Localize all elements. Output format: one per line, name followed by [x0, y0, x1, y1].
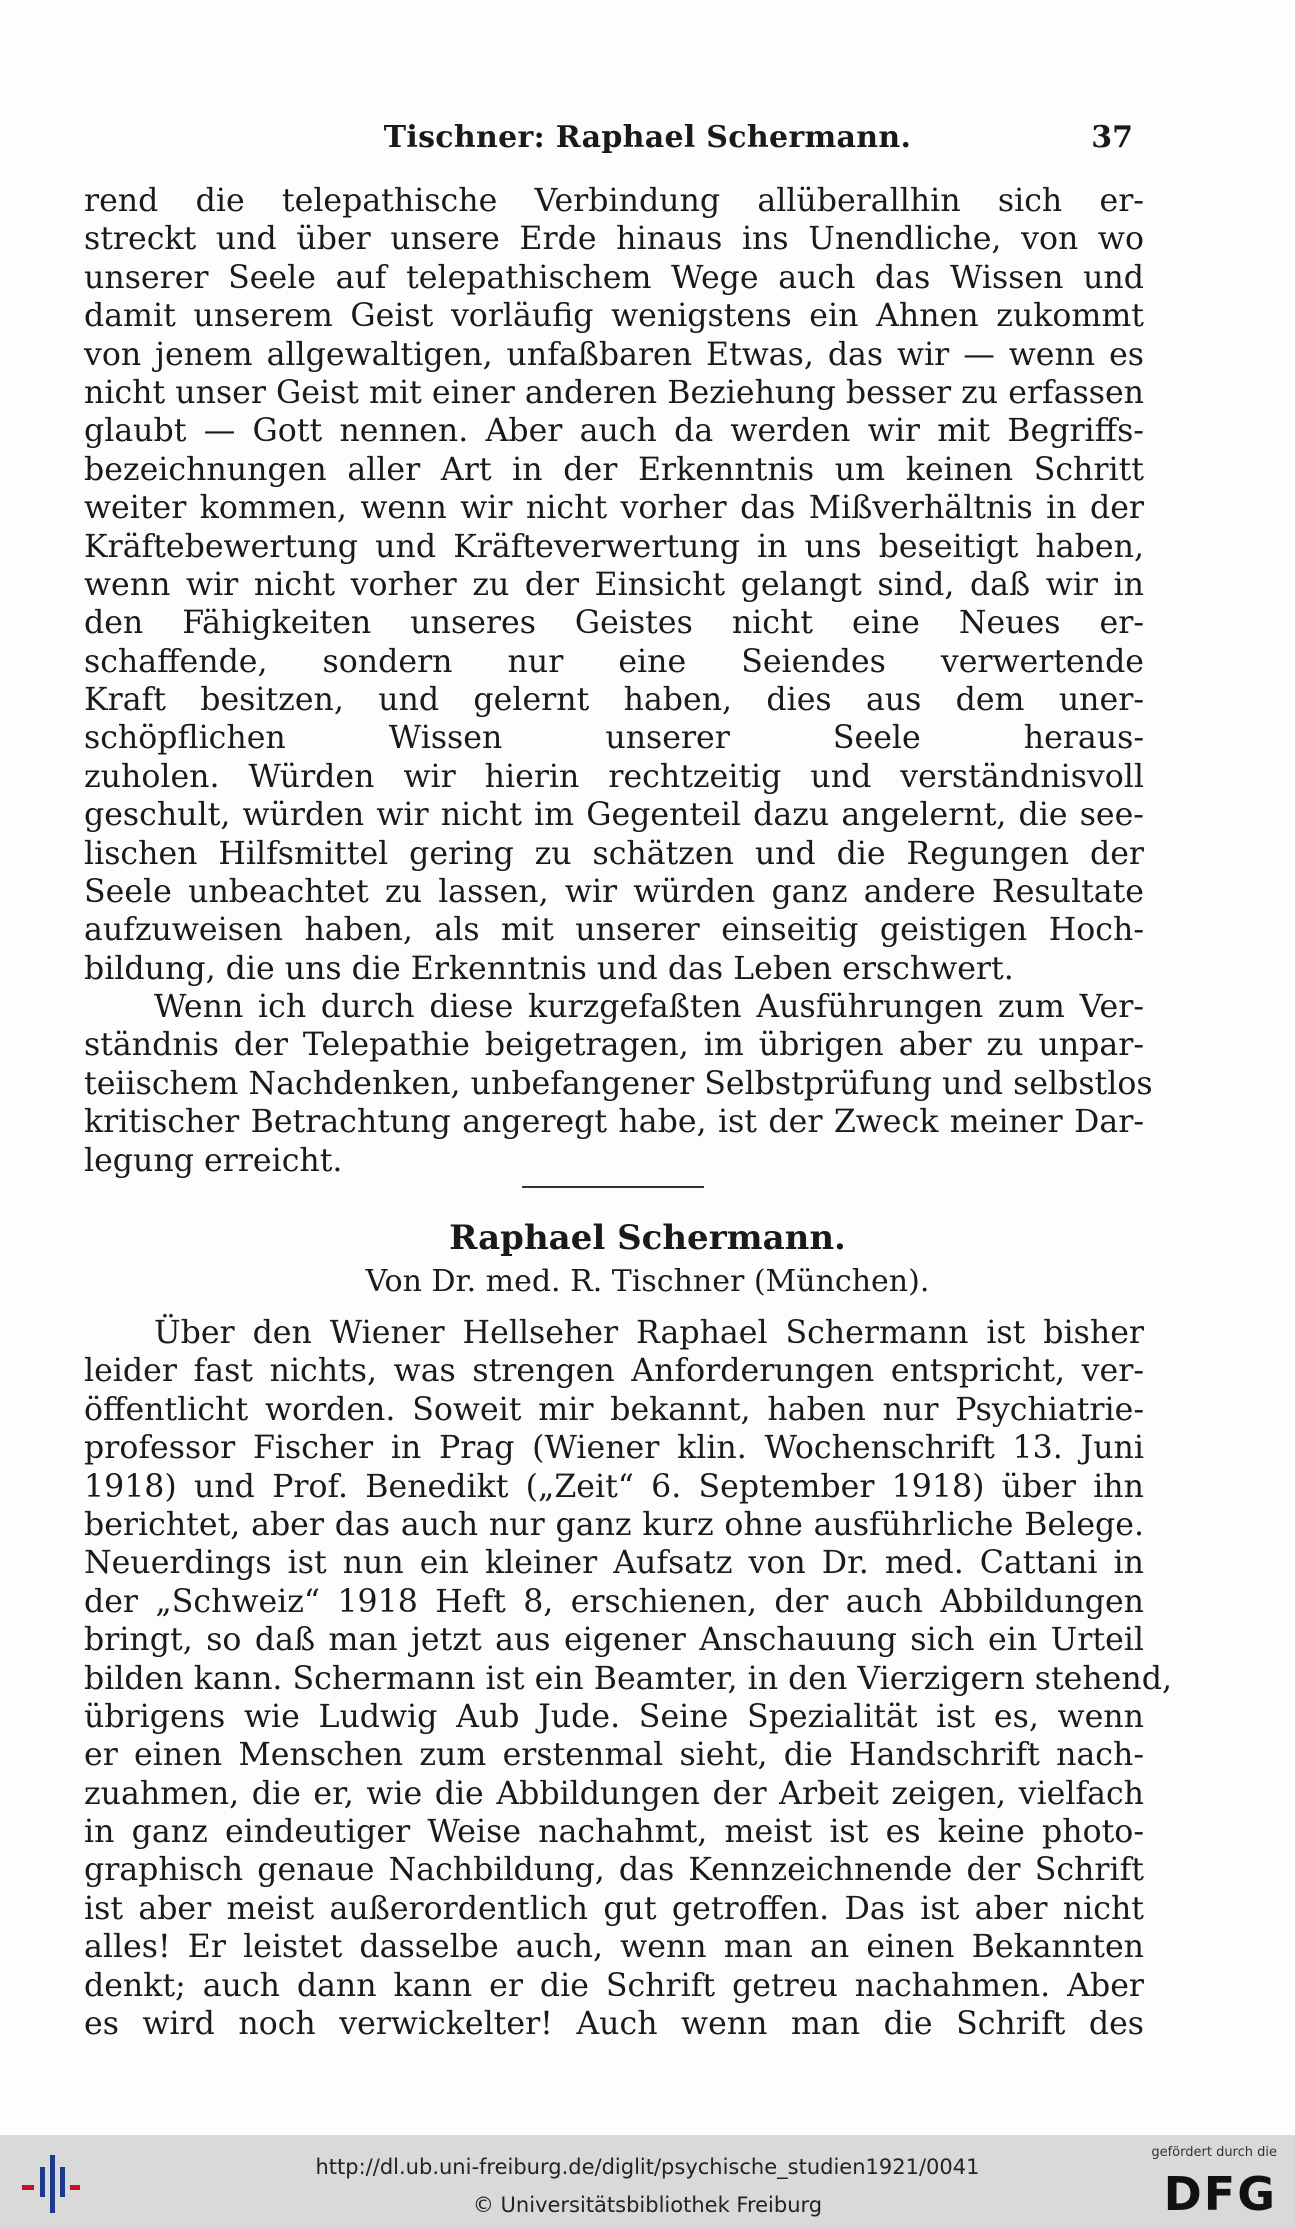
running-head	[0, 120, 1295, 160]
dfg-logo-text: DFG	[1163, 2167, 1277, 2221]
text-line: professor Fischer in Prag (Wiener klin. Wochenschrift 13. Juni	[84, 1430, 1144, 1467]
text-line: weiter kommen, wenn wir nicht vorher das Mißverhältnis in der	[84, 490, 1144, 527]
text-line: schaffende, sondern nur eine Seiendes verwertende	[84, 643, 1144, 680]
text-line: es wird noch verwickelter! Auch wenn man die Schrift des	[84, 2006, 1144, 2043]
text-line: wenn wir nicht vorher zu der Einsicht gelangt sind, daß wir in	[84, 566, 1144, 603]
dfg-logo	[1147, 2145, 1277, 2220]
text-line: von jenem allgewaltigen, unfaßbaren Etwas, das wir — wenn es	[84, 336, 1144, 373]
text-line: leider fast nichts, was strengen Anforderungen entspricht, ver-	[84, 1353, 1144, 1390]
text-line: Wenn ich durch diese kurzgefaßten Ausführungen zum Ver-	[154, 989, 1144, 1025]
text-line: bildung, die uns die Erkenntnis und das Leben erschwert.	[84, 950, 1014, 987]
text-line: ist aber meist außerordentlich gut getroffen. Das ist aber nicht	[84, 1890, 1144, 1927]
text-line: berichtet, aber das auch nur ganz kurz ohne ausführliche Belege.	[84, 1506, 1144, 1543]
text-line: bezeichnungen aller Art in der Erkenntnis um keinen Schritt	[84, 451, 1144, 488]
text-line: lischen Hilfsmittel gering zu schätzen und die Regungen der	[84, 835, 1144, 872]
running-title: Tischner: Raphael Schermann.	[383, 120, 912, 155]
text-line: Seele unbeachtet zu lassen, wir würden ganz andere Resultate	[84, 874, 1144, 911]
text-line: übrigens wie Ludwig Aub Jude. Seine Spezialität ist es, wenn	[84, 1698, 1144, 1735]
permalink-url[interactable]: http://dl.ub.uni-freiburg.de/diglit/psychische_studien1921/0041	[315, 2155, 980, 2179]
text-line: öffentlicht worden. Soweit mir bekannt, haben nur Psychiatrie-	[84, 1391, 1144, 1428]
text-line: der „Schweiz“ 1918 Heft 8, erschienen, der auch Abbildungen	[84, 1583, 1144, 1620]
text-line: rend die telepathische Verbindung allüberallhin sich er-	[84, 183, 1144, 219]
text-line: Kraft besitzen, und gelernt haben, dies aus dem uner-	[84, 682, 1144, 719]
text-line: in ganz eindeutiger Weise nachahmt, meist ist es keine photo-	[84, 1814, 1144, 1851]
copyright-notice: © Universitätsbibliothek Freiburg	[472, 2193, 823, 2217]
text-line: nicht unser Geist mit einer anderen Beziehung besser zu erfassen	[84, 374, 1144, 411]
viewer-footer	[0, 2135, 1295, 2227]
text-line: kritischer Betrachtung angeregt habe, ist der Zweck meiner Dar-	[84, 1104, 1144, 1141]
text-line: unserer Seele auf telepathischem Wege auch das Wissen und	[84, 259, 1144, 296]
page-number: 37	[1091, 120, 1133, 155]
text-line: bilden kann. Schermann ist ein Beamter, in den Vierzigern stehend,	[84, 1660, 1172, 1697]
text-line: er einen Menschen zum erstenmal sieht, die Handschrift nach-	[84, 1737, 1144, 1774]
article-byline: Von Dr. med. R. Tischner (München).	[365, 1264, 930, 1299]
text-line: alles! Er leistet dasselbe auch, wenn man an einen Bekannten	[84, 1929, 1144, 1966]
section-divider	[522, 1186, 704, 1188]
paragraph-3	[84, 1314, 1172, 2043]
text-line: 1918) und Prof. Benedikt („Zeit“ 6. September 1918) über ihn	[84, 1468, 1144, 1505]
dfg-label: gefördert durch die	[1151, 2145, 1277, 2160]
text-line: teiischem Nachdenken, unbefangener Selbstprüfung und selbstlos	[84, 1065, 1153, 1102]
paragraph-1	[84, 182, 1144, 988]
text-line: legung erreicht.	[84, 1142, 343, 1179]
text-line: aufzuweisen haben, als mit unserer einseitig geistigen Hoch-	[84, 912, 1144, 949]
text-line: Über den Wiener Hellseher Raphael Schermann ist bisher	[154, 1315, 1144, 1351]
text-line: damit unserem Geist vorläufig wenigstens ein Ahnen zukommt	[84, 298, 1144, 335]
text-line: bringt, so daß man jetzt aus eigener Anschauung sich ein Urteil	[84, 1622, 1144, 1659]
text-line: geschult, würden wir nicht im Gegenteil dazu angelernt, die see-	[84, 797, 1144, 834]
text-line: Neuerdings ist nun ein kleiner Aufsatz von Dr. med. Cattani in	[84, 1545, 1144, 1582]
text-line: ständnis der Telepathie beigetragen, im übrigen aber zu unpar-	[84, 1027, 1144, 1064]
text-line: schöpflichen Wissen unserer Seele heraus-	[84, 720, 1144, 757]
text-line: zuahmen, die er, wie die Abbildungen der Arbeit zeigen, vielfach	[84, 1775, 1144, 1812]
article-title: Raphael Schermann.	[449, 1218, 846, 1258]
paragraph-2	[84, 988, 1153, 1180]
text-line: Kräftebewertung und Kräfteverwertung in uns beseitigt haben,	[84, 528, 1144, 565]
text-line: den Fähigkeiten unseres Geistes nicht eine Neues er-	[84, 605, 1144, 642]
text-line: streckt und über unsere Erde hinaus ins Unendliche, von wo	[84, 221, 1144, 258]
text-line: zuholen. Würden wir hierin rechtzeitig und verständnisvoll	[84, 758, 1144, 795]
text-line: glaubt — Gott nennen. Aber auch da werden wir mit Begriffs-	[84, 413, 1144, 450]
text-line: graphisch genaue Nachbildung, das Kennzeichnende der Schrift	[84, 1852, 1144, 1889]
text-line: denkt; auch dann kann er die Schrift getreu nachahmen. Aber	[84, 1967, 1144, 2004]
